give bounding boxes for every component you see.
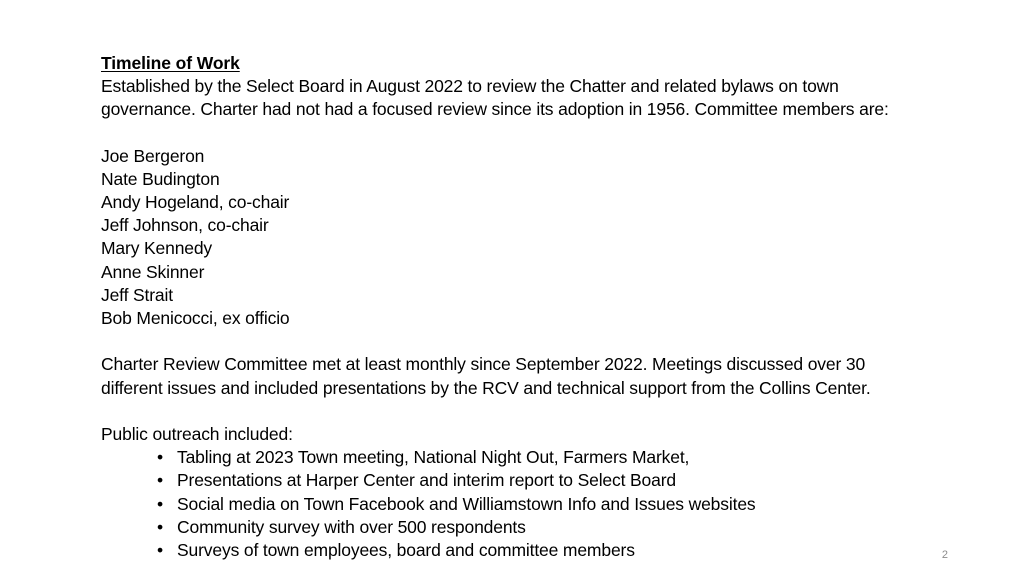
outreach-bullet-list (101, 446, 931, 562)
list-item: Jeff Strait (101, 284, 173, 305)
page-title: Timeline of Work (101, 53, 240, 73)
list-item: Bob Menicocci, ex officio (101, 308, 290, 329)
bullet-icon: • (157, 447, 163, 468)
bullet-icon: • (157, 516, 163, 537)
committee-members-list (101, 145, 931, 331)
list-item (101, 493, 931, 516)
list-item: Jeff Johnson, co-chair (101, 215, 269, 236)
list-item-label: Social media on Town Facebook and Williamstown Info and Issues websites (177, 493, 756, 514)
list-item (101, 446, 931, 469)
list-item-label: Surveys of town employees, board and committee members (177, 540, 635, 561)
meetings-paragraph: Charter Review Committee met at least monthly since September 2022. Meetings discussed over 30 different issues and included presentations by the RCV and technical support from the Collins Center. (101, 354, 871, 398)
bullet-icon: • (157, 540, 163, 561)
bullet-icon: • (157, 470, 163, 491)
page-number: 2 (941, 549, 948, 561)
spacer-after-members (101, 330, 931, 353)
list-item: Joe Bergeron (101, 145, 205, 166)
list-item (101, 516, 931, 539)
list-item (101, 539, 931, 562)
list-item: Nate Budington (101, 168, 220, 189)
list-item: Andy Hogeland, co-chair (101, 192, 290, 212)
list-item-label: Tabling at 2023 Town meeting, National Night Out, Farmers Market, (177, 447, 690, 468)
outreach-heading: Public outreach included: (101, 424, 293, 444)
list-item-label: Presentations at Harper Center and interim report to Select Board (177, 470, 676, 491)
slide-content (101, 52, 931, 562)
spacer-after-intro (101, 121, 931, 144)
intro-paragraph: Established by the Select Board in August 2022 to review the Chatter and related bylaws on town governance. Charter had not had a focused review since its adoption in 1956. Committee members are: (101, 76, 889, 120)
list-item (101, 469, 931, 492)
list-item-label: Community survey with over 500 respondents (177, 516, 526, 537)
bullet-icon: • (157, 493, 163, 514)
spacer-after-meetings (101, 400, 931, 423)
list-item: Mary Kennedy (101, 238, 213, 259)
list-item: Anne Skinner (101, 261, 205, 282)
